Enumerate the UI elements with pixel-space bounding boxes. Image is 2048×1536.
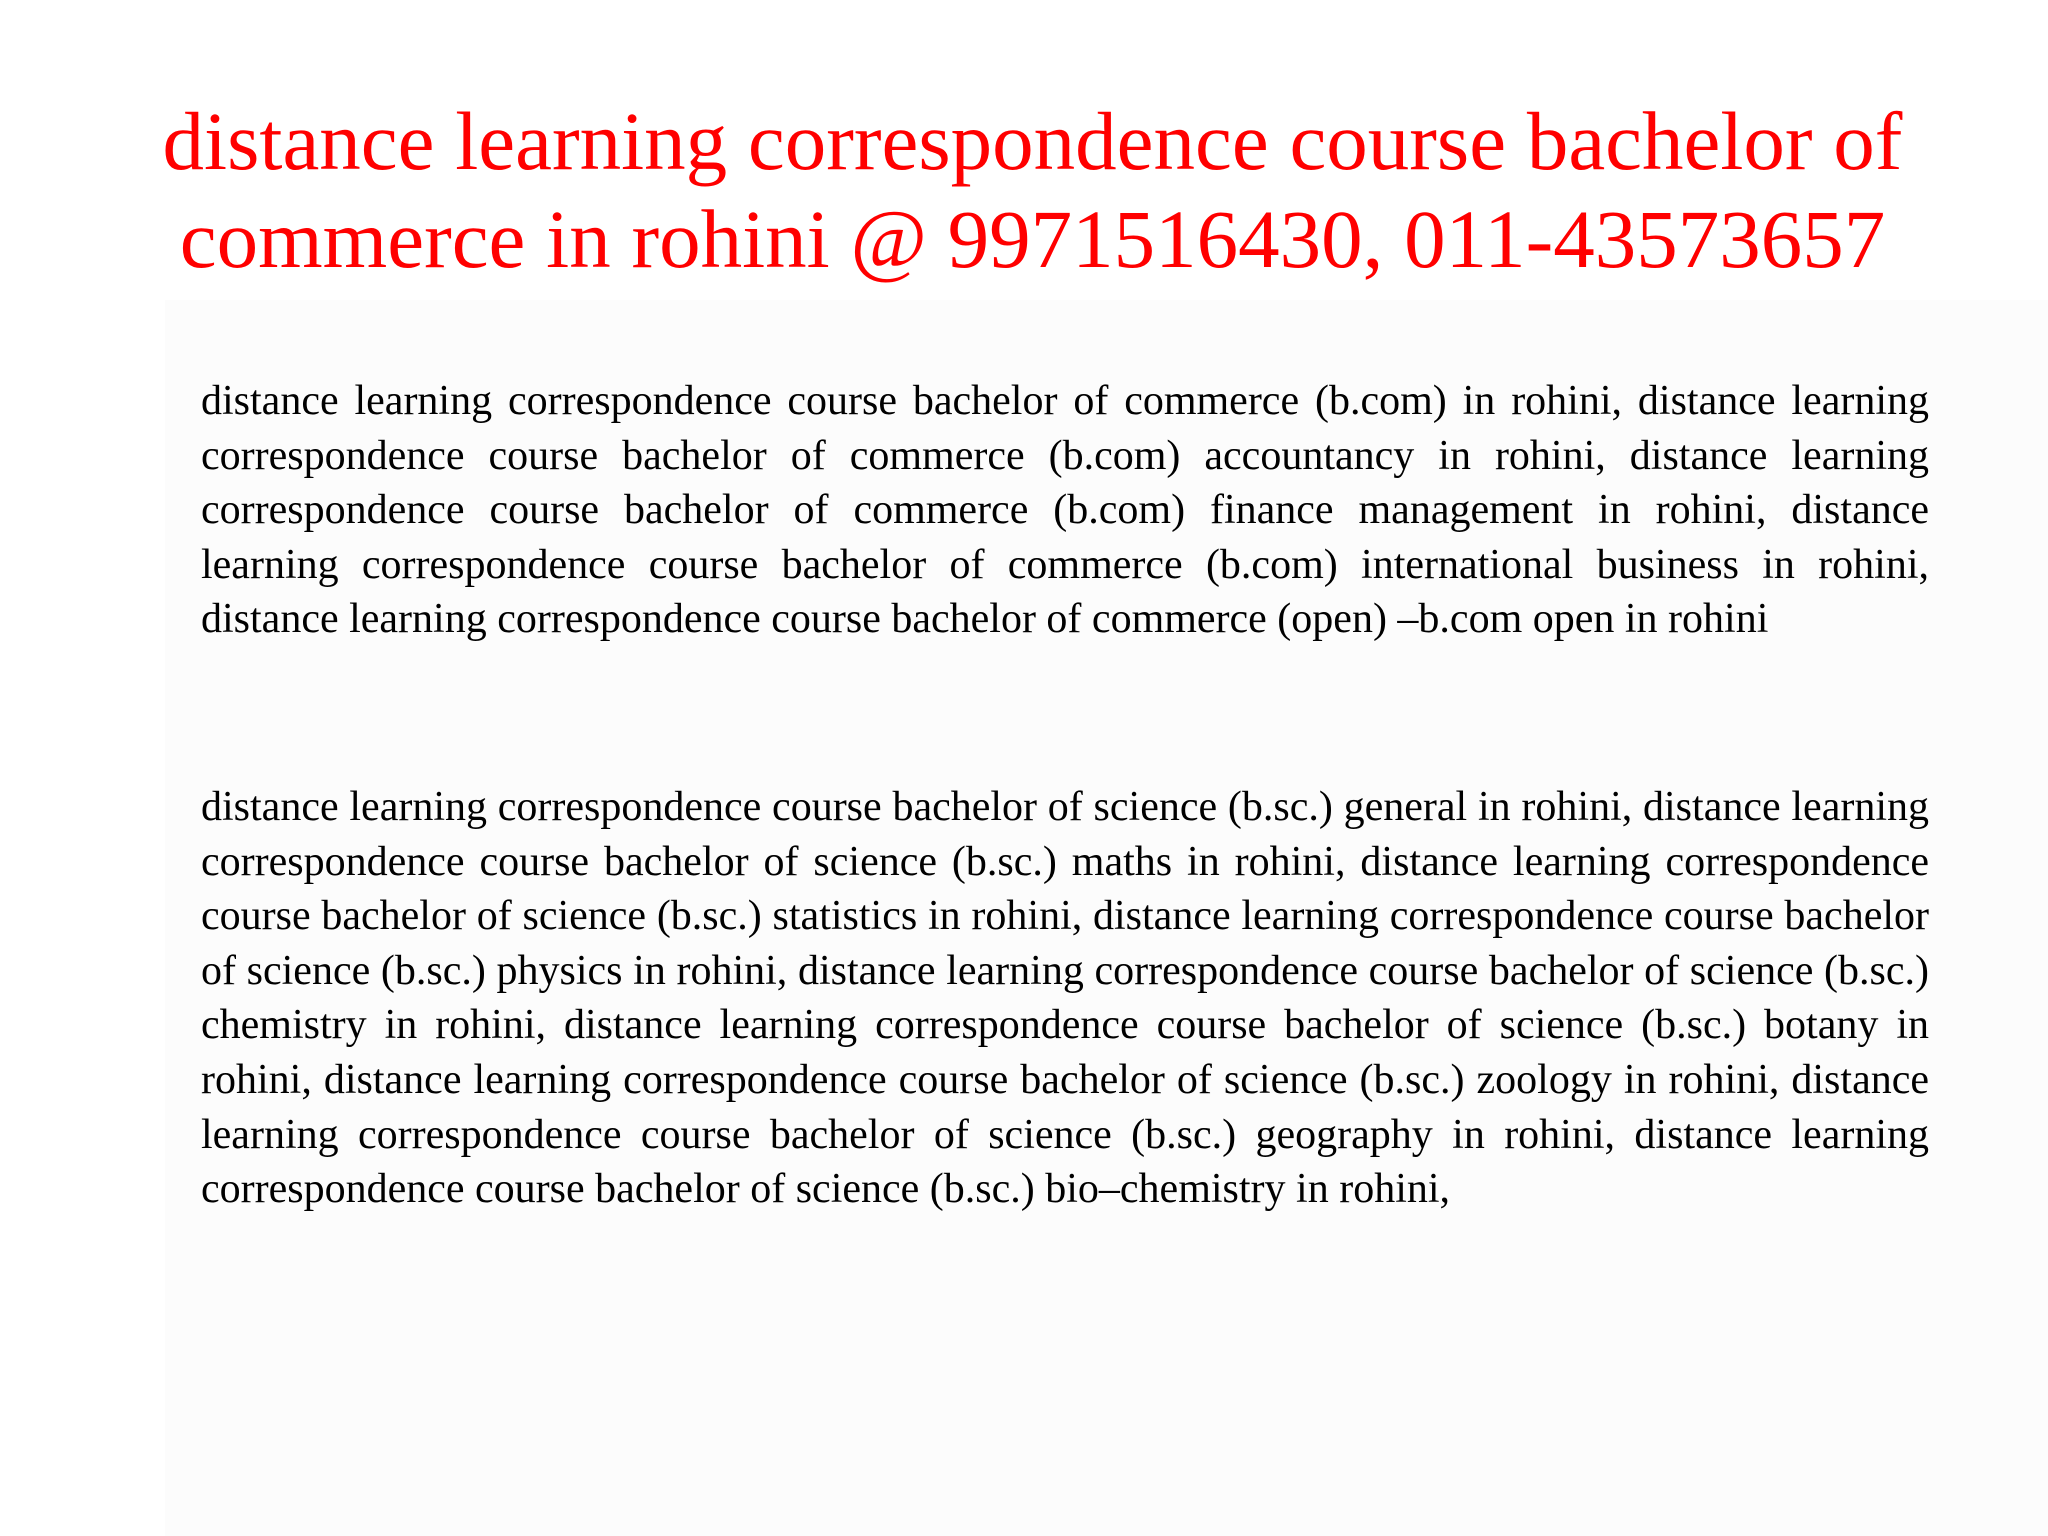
paragraph-science-courses: distance learning correspondence course bachelor of science (b.sc.) general in rohini, distance learning correspondence course bachelor of science (b.sc.) maths in rohini, distance learning correspondence course bachelor of science (b.sc.) statistics in rohini, distance learning correspondence course bachelor of science (b.sc.) physics in rohini, distance learning correspondence course bachelor of science (b.sc.) chemistry in rohini, distance learning correspondence course bachelor of science (b.sc.) botany in rohini, distance learning correspondence course bachelor of science (b.sc.) zoology in rohini, distance learning correspondence course bachelor of science (b.sc.) geography in rohini, distance learning correspondence course bachelor of science (b.sc.) bio–chemistry in rohini, [201, 784, 1929, 1213]
paragraph-commerce-courses: distance learning correspondence course bachelor of commerce (b.com) in rohini, distance learning correspondence course bachelor of commerce (b.com) accountancy in rohini, distance learning correspondence course bachelor of commerce (b.com) finance management in rohini, distance learning correspondence course bachelor of commerce (b.com) international business in rohini, distance learning correspondence course bachelor of commerce (open) –b.com open in rohini [201, 378, 1929, 643]
slide-title: distance learning correspondence course bachelor of commerce in rohini @ 9971516430, 011-43573657 [162, 95, 1903, 285]
